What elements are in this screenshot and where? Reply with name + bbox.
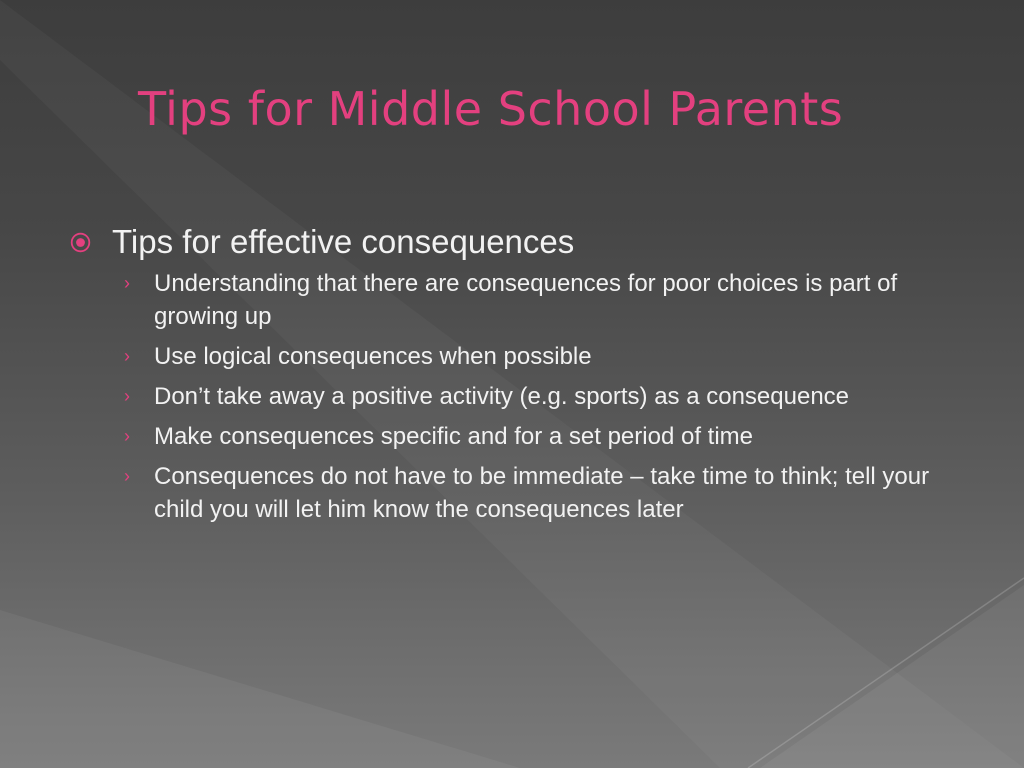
- chevron-right-icon: ›: [124, 386, 130, 406]
- list-item: [70, 460, 970, 526]
- slide-title: Tips for Middle School Parents: [138, 82, 844, 136]
- list-item-text: Don’t take away a positive activity (e.g. sports) as a consequence: [154, 383, 850, 410]
- chevron-right-icon: ›: [124, 273, 130, 293]
- bg-lower-triangle: [0, 610, 520, 768]
- radio-circle-icon: [70, 232, 91, 253]
- slide-content: [70, 218, 970, 533]
- chevron-right-icon: ›: [124, 426, 130, 446]
- list-item-text: Make consequences specific and for a set period of time: [154, 423, 753, 450]
- chevron-right-icon: ›: [124, 346, 130, 366]
- bullet-heading: [70, 218, 970, 266]
- chevron-right-icon: ›: [124, 466, 130, 486]
- bullet-heading-text: Tips for effective consequences: [112, 223, 575, 260]
- list-item: [70, 267, 970, 333]
- list-item: [70, 420, 970, 453]
- list-item-text: Consequences do not have to be immediate – take time to think; tell your child you will let him know the consequences later: [154, 463, 930, 523]
- list-item-text: Understanding that there are consequences for poor choices is part of growing up: [154, 270, 898, 330]
- sub-bullet-list: [70, 267, 970, 526]
- list-item: [70, 380, 970, 413]
- list-item-text: Use logical consequences when possible: [154, 343, 592, 370]
- list-item: [70, 340, 970, 373]
